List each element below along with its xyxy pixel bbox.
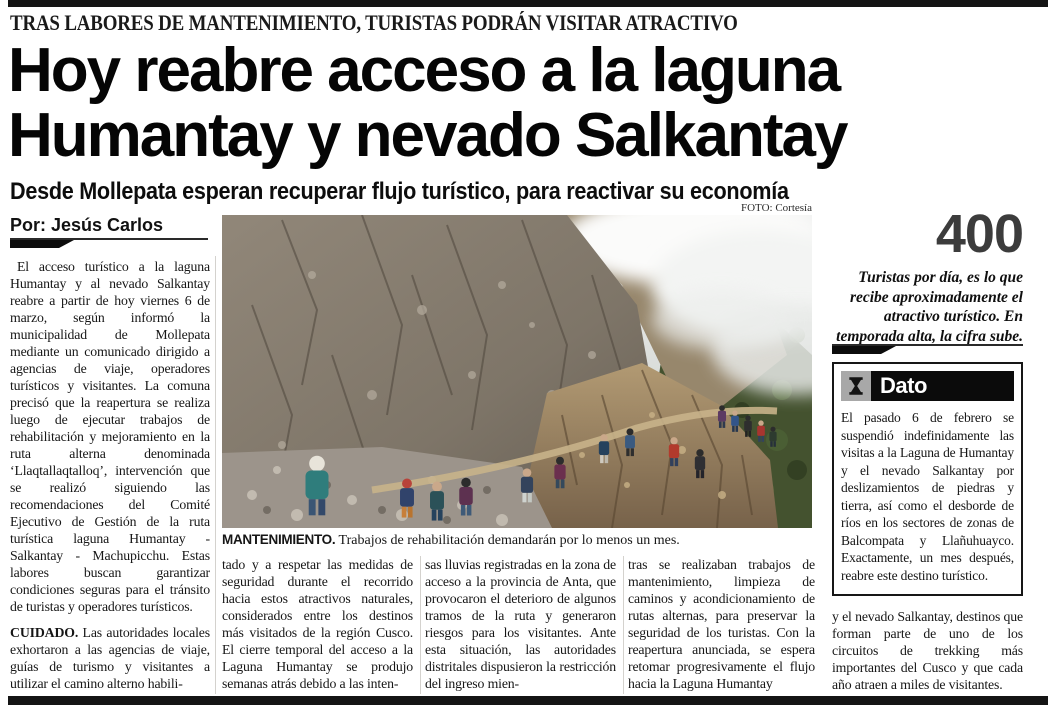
column-divider [420, 556, 421, 694]
photo-caption-lead: MANTENIMIENTO. [222, 532, 336, 547]
column-divider [215, 256, 216, 694]
fact-box-title: Dato [871, 371, 1014, 401]
article-column-5: y el nevado Salkantay, destinos que forman parte de uno de los circuitos de trekking más importantes del Cusco y que cada año atraen a miles de visitantes. [832, 609, 1023, 692]
byline-rule [10, 238, 208, 250]
photo-credit: FOTO: Cortesía [741, 202, 812, 214]
stat-rule [832, 344, 1023, 356]
photo-caption-text: Trabajos de rehabilitación demandarán por lo menos un mes. [335, 533, 680, 548]
kicker [10, 10, 856, 36]
byline: Por: Jesús Carlos [10, 215, 164, 235]
stat-number: 400 [935, 204, 1023, 264]
page-title: Hoy reabre acceso a la laguna Humantay y nevado Salkantay [8, 36, 847, 170]
landslide-trail-photo-illustration [222, 215, 812, 528]
article-column-1 [10, 258, 210, 695]
article-column-4: tras se realizaban trabajos de mantenimiento, limpieza de caminos y acondicionamiento de rutas alternas, para preservar la seguridad de los turistas. Con la reapertura anunciada, se espera retomar progresivamente el flujo hacia la Laguna Humantay [628, 557, 815, 691]
fact-box-header [841, 371, 1014, 401]
subheadline-text: Desde Mollepata esperan recuperar flujo turístico, para reactivar su economía [10, 178, 789, 205]
article-column-2: tado y a respetar las medidas de seguridad durante el recorrido hacia estos atractivos naturales, considerados entre los destinos más visitados de la región Cusco. El cierre temporal del acceso a la Laguna Humantay se produjo semanas atrás debido a las inten- [222, 557, 413, 691]
article-paragraph: CUIDADO. Las autoridades locales exhortaron a las agencias de viaje, guías de turismo y visitantes a utilizar el camino alterno habili- [10, 625, 210, 691]
bottom-rule-bar [8, 696, 1048, 705]
column-divider [623, 556, 624, 694]
fact-box [832, 362, 1023, 596]
stat-description: Turistas por día, es lo que recibe aproximadamente el atractivo turístico. En temporada alta, la cifra sube. [836, 269, 1023, 345]
hourglass-icon [841, 371, 871, 401]
article-photo [222, 215, 812, 528]
paragraph-lead: CUIDADO. [10, 625, 79, 640]
top-rule-bar [8, 0, 1048, 7]
fact-box-text: El pasado 6 de febrero se suspendió indefinidamente las visitas a la Laguna de Humantay y el nevado Salkantay por deslizamientos de piedras y tierra, así como el desborde de ríos en los sectores de zonas de Balcompata y Llañuhuayco. Exactamente, un mes después, reabre este destino turístico. [841, 410, 1014, 583]
photo-caption [222, 532, 822, 549]
article-column-3: sas lluvias registradas en la zona de acceso a la provincia de Anta, que provocaron el deterioro de algunos tramos de la ruta y generaron riesgos para los visitantes. Ante esta situación, las autoridades distritales dispusieron la restricción del ingreso mien- [425, 557, 616, 691]
article-paragraph: El acceso turístico a la laguna Humantay y al nevado Salkantay reabre a partir de hoy viernes 6 de marzo, según informó la municipalidad de Mollepata mediante un comunicado dirigido a agencias de viaje, operadores turísticos y visitantes. La comuna precisó que la reapertura se realiza luego de ejecutar trabajos de rehabilitación y mejoramiento en la ruta alterna denominada ‘Llaqtallaqtalloq’, intervención que se realizó siguiendo las recomendaciones del Comité Ejecutivo de Gestión de la ruta turística laguna Humantay - Salkantay - Machupicchu. Estas labores buscan garantizar condiciones seguras para el tránsito de turistas y operadores turísticos. [10, 259, 210, 614]
kicker-text: TRAS LABORES DE MANTENIMIENTO, TURISTAS PODRÁN VISITAR ATRACTIVO [10, 10, 738, 35]
